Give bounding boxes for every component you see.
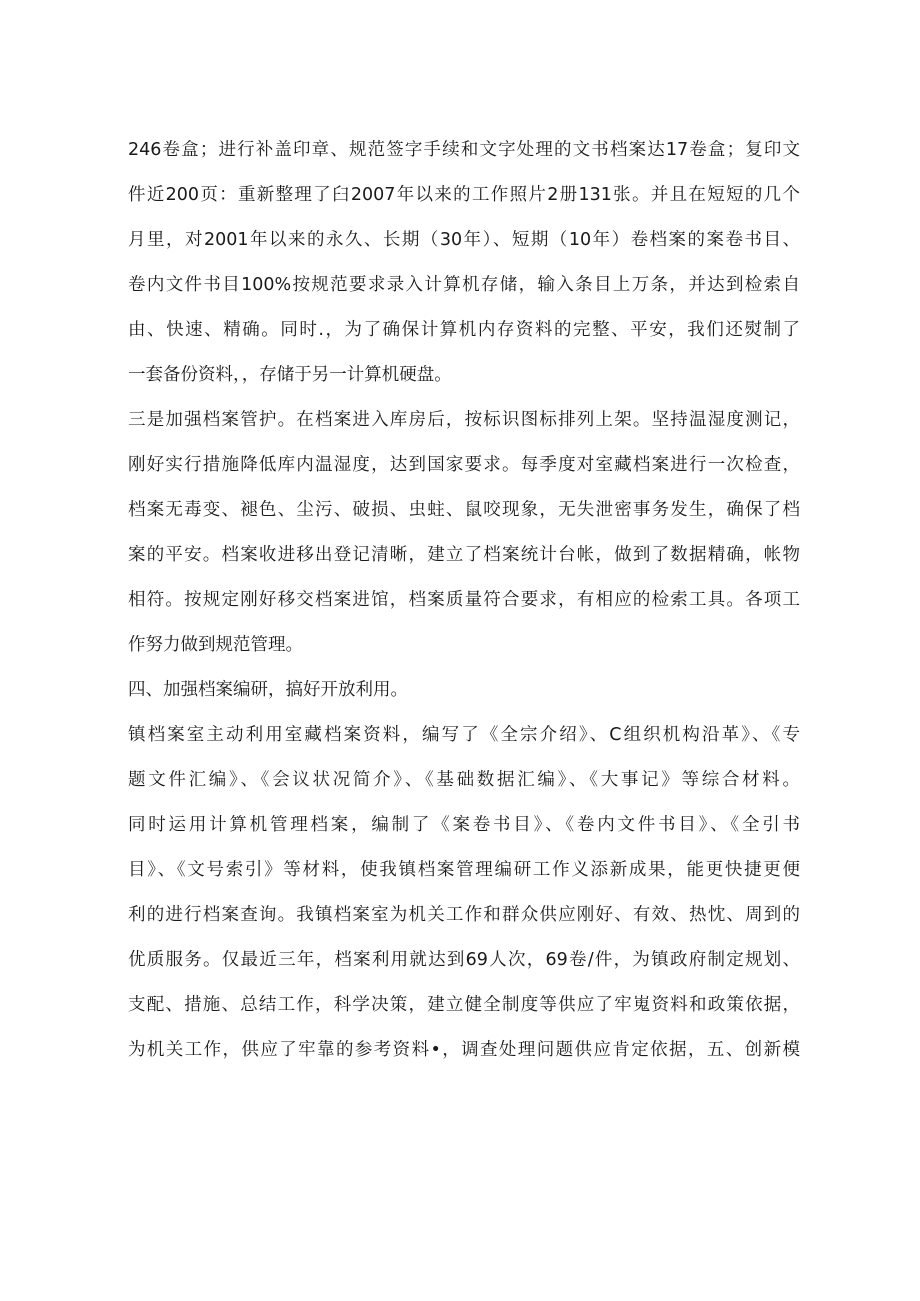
document-body [128,128,800,1073]
text-line-7: 三是加强档案管护。在档案进入库房后，按标识图标排列上架。坚持温湿度测记， [128,410,800,430]
text-line-15: 题文件汇编》、《会议状况简介》、《基础数据汇编》、《大事记》等综合材料。 [128,770,800,790]
text-line-5: 由、快速、精确。同时.，为了确保计算机内存资料的完整、平安，我们还熨制了 [128,320,800,340]
text-line-9: 档案无毒变、褪色、尘污、破损、虫蛀、鼠咬现象，无失泄密事务发生，确保了档 [128,500,800,520]
text-line-21: 为机关工作，供应了牢靠的参考资料•，调查处理问题供应肯定依据，五、创新模 [128,1040,800,1060]
text-line-16: 同时运用计算机管理档案，编制了《案卷书目》、《卷内文件书目》、《全引书 [128,815,800,835]
text-line-4: 卷内文件书目100%按规范要求录入计算机存储，输入条目上万条，并达到检索自 [128,275,800,295]
text-line-1: 246卷盒；进行补盖印章、规范签字手续和文字处理的文书档案达17卷盒；复印文 [128,140,800,160]
text-line-10: 案的平安。档案收进移出登记清晰，建立了档案统计台帐，做到了数据精确，帐物 [128,545,800,565]
text-line-12: 作努力做到规范管理。 [128,635,303,655]
text-line-3: 月里，对2001年以来的永久、长期（30年）、短期（10年）卷档案的案卷书目、 [128,230,800,250]
text-line-8: 刚好实行措施降低库内温湿度，达到国家要求。每季度对室藏档案进行一次检查， [128,455,800,475]
section-heading: 四、加强档案编研，搞好开放利用。 [128,680,408,700]
text-line-17: 目》、《文号索引》等材料，使我镇档案管理编研工作义添新成果，能更快捷更便 [128,860,800,880]
text-line-19: 优质服务。仅最近三年，档案利用就达到69人次，69卷/件，为镇政府制定规划、 [128,950,800,970]
text-line-11: 相符。按规定刚好移交档案进馆，档案质量符合要求，有相应的检索工具。各项工 [128,590,800,610]
text-line-14: 镇档案室主动利用室藏档案资料，编写了《全宗介绍》、C组织机构沿革》、《专 [128,725,800,745]
text-line-6: 一套备份资料，，存储于另一计算机硬盘。 [128,365,452,385]
text-line-18: 利的进行档案查询。我镇档案室为机关工作和群众供应刚好、有效、热忱、周到的 [128,905,800,925]
text-line-2: 件近200页：重新整理了臼2007年以来的工作照片2册131张。并且在短短的几个 [128,185,800,205]
text-line-20: 支配、措施、总结工作，科学决策，建立健全制度等供应了牢嵬资料和政策依据， [128,995,800,1015]
